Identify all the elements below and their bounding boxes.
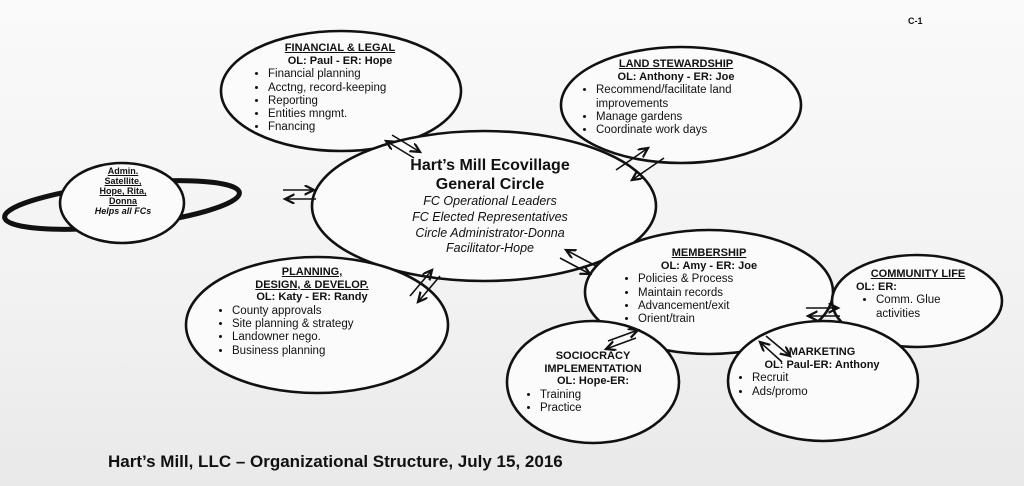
marketing-subtitle: OL: Paul-ER: Anthony <box>764 358 880 371</box>
membership-title: MEMBERSHIP <box>671 247 747 259</box>
marketing-list <box>734 372 910 398</box>
membership-subtitle: OL: Amy - ER: Joe <box>660 259 758 272</box>
financial-legal-subtitle: OL: Paul - ER: Hope <box>287 54 393 67</box>
land-stewardship-node <box>578 58 774 137</box>
list-item: • Manage gardens <box>596 111 774 124</box>
general-circle-line: Facilitator-Hope <box>445 241 534 256</box>
list-item: • Ads/promo <box>752 386 910 399</box>
sociocracy-title-2: IMPLEMENTATION <box>544 362 642 375</box>
marketing-title: MARKETING <box>788 346 856 358</box>
financial-legal-node <box>250 42 430 134</box>
list-item: • Fnancing <box>268 121 430 134</box>
list-item: • Recommend/facilitate land improvements <box>596 84 774 110</box>
general-circle-line: FC Elected Representatives <box>412 210 568 224</box>
community-life-node <box>846 268 990 321</box>
admin-note: Helps all FCs <box>94 206 152 217</box>
admin-names-line: Donna <box>109 196 137 207</box>
planning-node <box>214 266 410 358</box>
list-item: • Acctng, record-keeping <box>268 82 430 95</box>
list-item: • Maintain records <box>638 287 798 300</box>
list-item: • Training <box>540 389 664 402</box>
list-item: • Financial planning <box>268 68 430 81</box>
list-item: • Coordinate work days <box>596 124 774 137</box>
list-item: • Advancement/exit <box>638 300 798 313</box>
community-life-list <box>846 294 966 320</box>
planning-subtitle: OL: Katy - ER: Randy <box>256 291 368 304</box>
list-item: • County approvals <box>232 305 410 318</box>
list-item: • Comm. Glue activities <box>876 294 966 320</box>
general-circle-label <box>340 156 640 257</box>
diagram-caption: Hart’s Mill, LLC – Organizational Structure, July 15, 2016 <box>108 452 563 471</box>
land-stewardship-subtitle: OL: Anthony - ER: Joe <box>617 70 735 83</box>
admin-names-line: Hope, Rita, <box>99 186 147 197</box>
land-stewardship-title: LAND STEWARDSHIP <box>618 58 734 70</box>
sociocracy-subtitle: OL: Hope-ER: <box>556 375 630 388</box>
sociocracy-title-1: SOCIOCRACY <box>555 350 631 362</box>
planning-list <box>214 305 410 358</box>
list-item: • Landowner nego. <box>232 331 410 344</box>
membership-node <box>620 247 798 326</box>
admin-satellite-label <box>84 166 162 216</box>
list-item: • Business planning <box>232 345 410 358</box>
financial-legal-list <box>250 68 430 134</box>
admin-title-line: Satellite, <box>104 176 142 187</box>
general-circle-line: Circle Administrator-Donna <box>415 225 565 240</box>
planning-title-2: DESIGN, & DEVELOP. <box>255 278 369 291</box>
list-item: • Practice <box>540 402 664 415</box>
general-circle-line: FC Operational Leaders <box>423 194 557 209</box>
admin-title-line: Admin. <box>107 166 139 176</box>
list-item: • Reporting <box>268 95 430 108</box>
list-item: • Recruit <box>752 372 910 385</box>
land-stewardship-list <box>578 84 774 137</box>
community-life-title: COMMUNITY LIFE <box>870 268 966 280</box>
planning-title-1: PLANNING, <box>281 266 343 278</box>
financial-legal-title: FINANCIAL & LEGAL <box>284 42 396 54</box>
marketing-node <box>734 346 910 399</box>
sociocracy-node <box>522 350 664 415</box>
general-circle-title-2: General Circle <box>435 176 545 194</box>
list-item: • Site planning & strategy <box>232 318 362 331</box>
page-code: C-1 <box>908 16 923 26</box>
list-item: • Orient/train <box>638 313 798 326</box>
sociocracy-list <box>522 389 664 415</box>
list-item: • Entities mngmt. <box>268 108 430 121</box>
list-item: • Policies & Process <box>638 273 798 286</box>
community-life-subtitle: OL: ER: <box>856 280 897 293</box>
general-circle-title-1: Hart’s Mill Ecovillage <box>410 157 570 174</box>
membership-list <box>620 273 798 326</box>
